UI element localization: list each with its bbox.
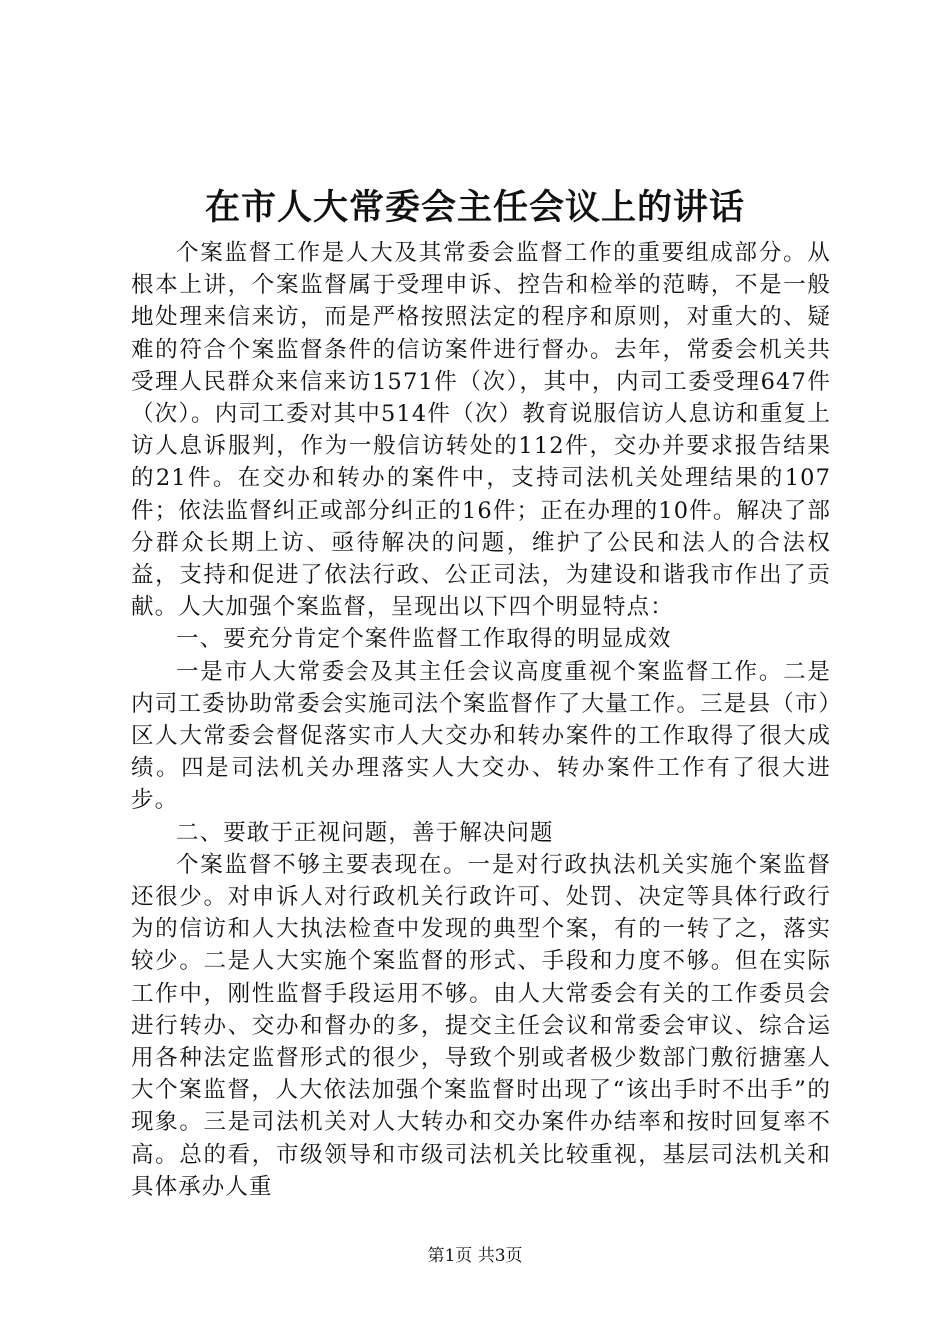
page-footer: 第1页 共3页 <box>427 1246 523 1266</box>
document-title: 在市人大常委会主任会议上的讲话 <box>204 187 745 228</box>
paragraph-intro: 个案监督工作是人大及其常委会监督工作的重要组成部分。从根本上讲，个案监督属于受理申诉、控告和检举的范畴，不是一般地处理来信来访，而是严格按照法定的程序和原则，对重大的、疑难的符合个案监督条件的信访案件进行督办。去年，常委会机关共受理人民群众来信来访1571件（次），其中，内司工委受理647件（次）。内司工委对其中514件（次）教育说服信访人息访和重复上访人息诉服判，作为一般信访转处的112件，交办并要求报告结果的21件。在交办和转办的案件中，支持司法机关处理结果的107件；依法监督纠正或部分纠正的16件；正在办理的10件。解决了部分群众长期上访、亟待解决的问题，维护了公民和法人的合法权益，支持和促进了依法行政、公正司法，为建设和谐我市作出了贡献。人大加强个案监督，呈现出以下四个明显特点： <box>131 240 831 621</box>
section-heading-1: 一、要充分肯定个案件监督工作取得的明显成效 <box>176 626 672 653</box>
paragraph-achievements: 一是市人大常委会及其主任会议高度重视个案监督工作。二是内司工委协助常委会实施司法个案监督作了大量工作。三是县（市）区人大常委会督促落实市人大交办和转办案件的工作取得了很大成绩。四是司法机关办理落实人大交办、转办案件工作有了很大进步。 <box>131 658 831 814</box>
paragraph-problems: 个案监督不够主要表现在。一是对行政执法机关实施个案监督还很少。对申诉人对行政机关行政许可、处罚、决定等具体行政行为的信访和人大执法检查中发现的典型个案，有的一转了之，落实较少。二是人大实施个案监督的形式、手段和力度不够。但在实际工作中，刚性监督手段运用不够。由人大常委会有关的工作委员会进行转办、交办和督办的多，提交主任会议和常委会审议、综合运用各种法定监督形式的很少，导致个别或者极少数部门敷衍搪塞人大个案监督，人大依法加强个案监督时出现了“该出手时不出手”的现象。三是司法机关对人大转办和交办案件办结率和按时回复率不高。总的看，市级领导和市级司法机关比较重视，基层司法机关和具体承办人重 <box>131 851 831 1200</box>
document-body <box>131 237 831 1203</box>
section-heading-2: 二、要敢于正视问题，善于解决问题 <box>176 819 554 846</box>
